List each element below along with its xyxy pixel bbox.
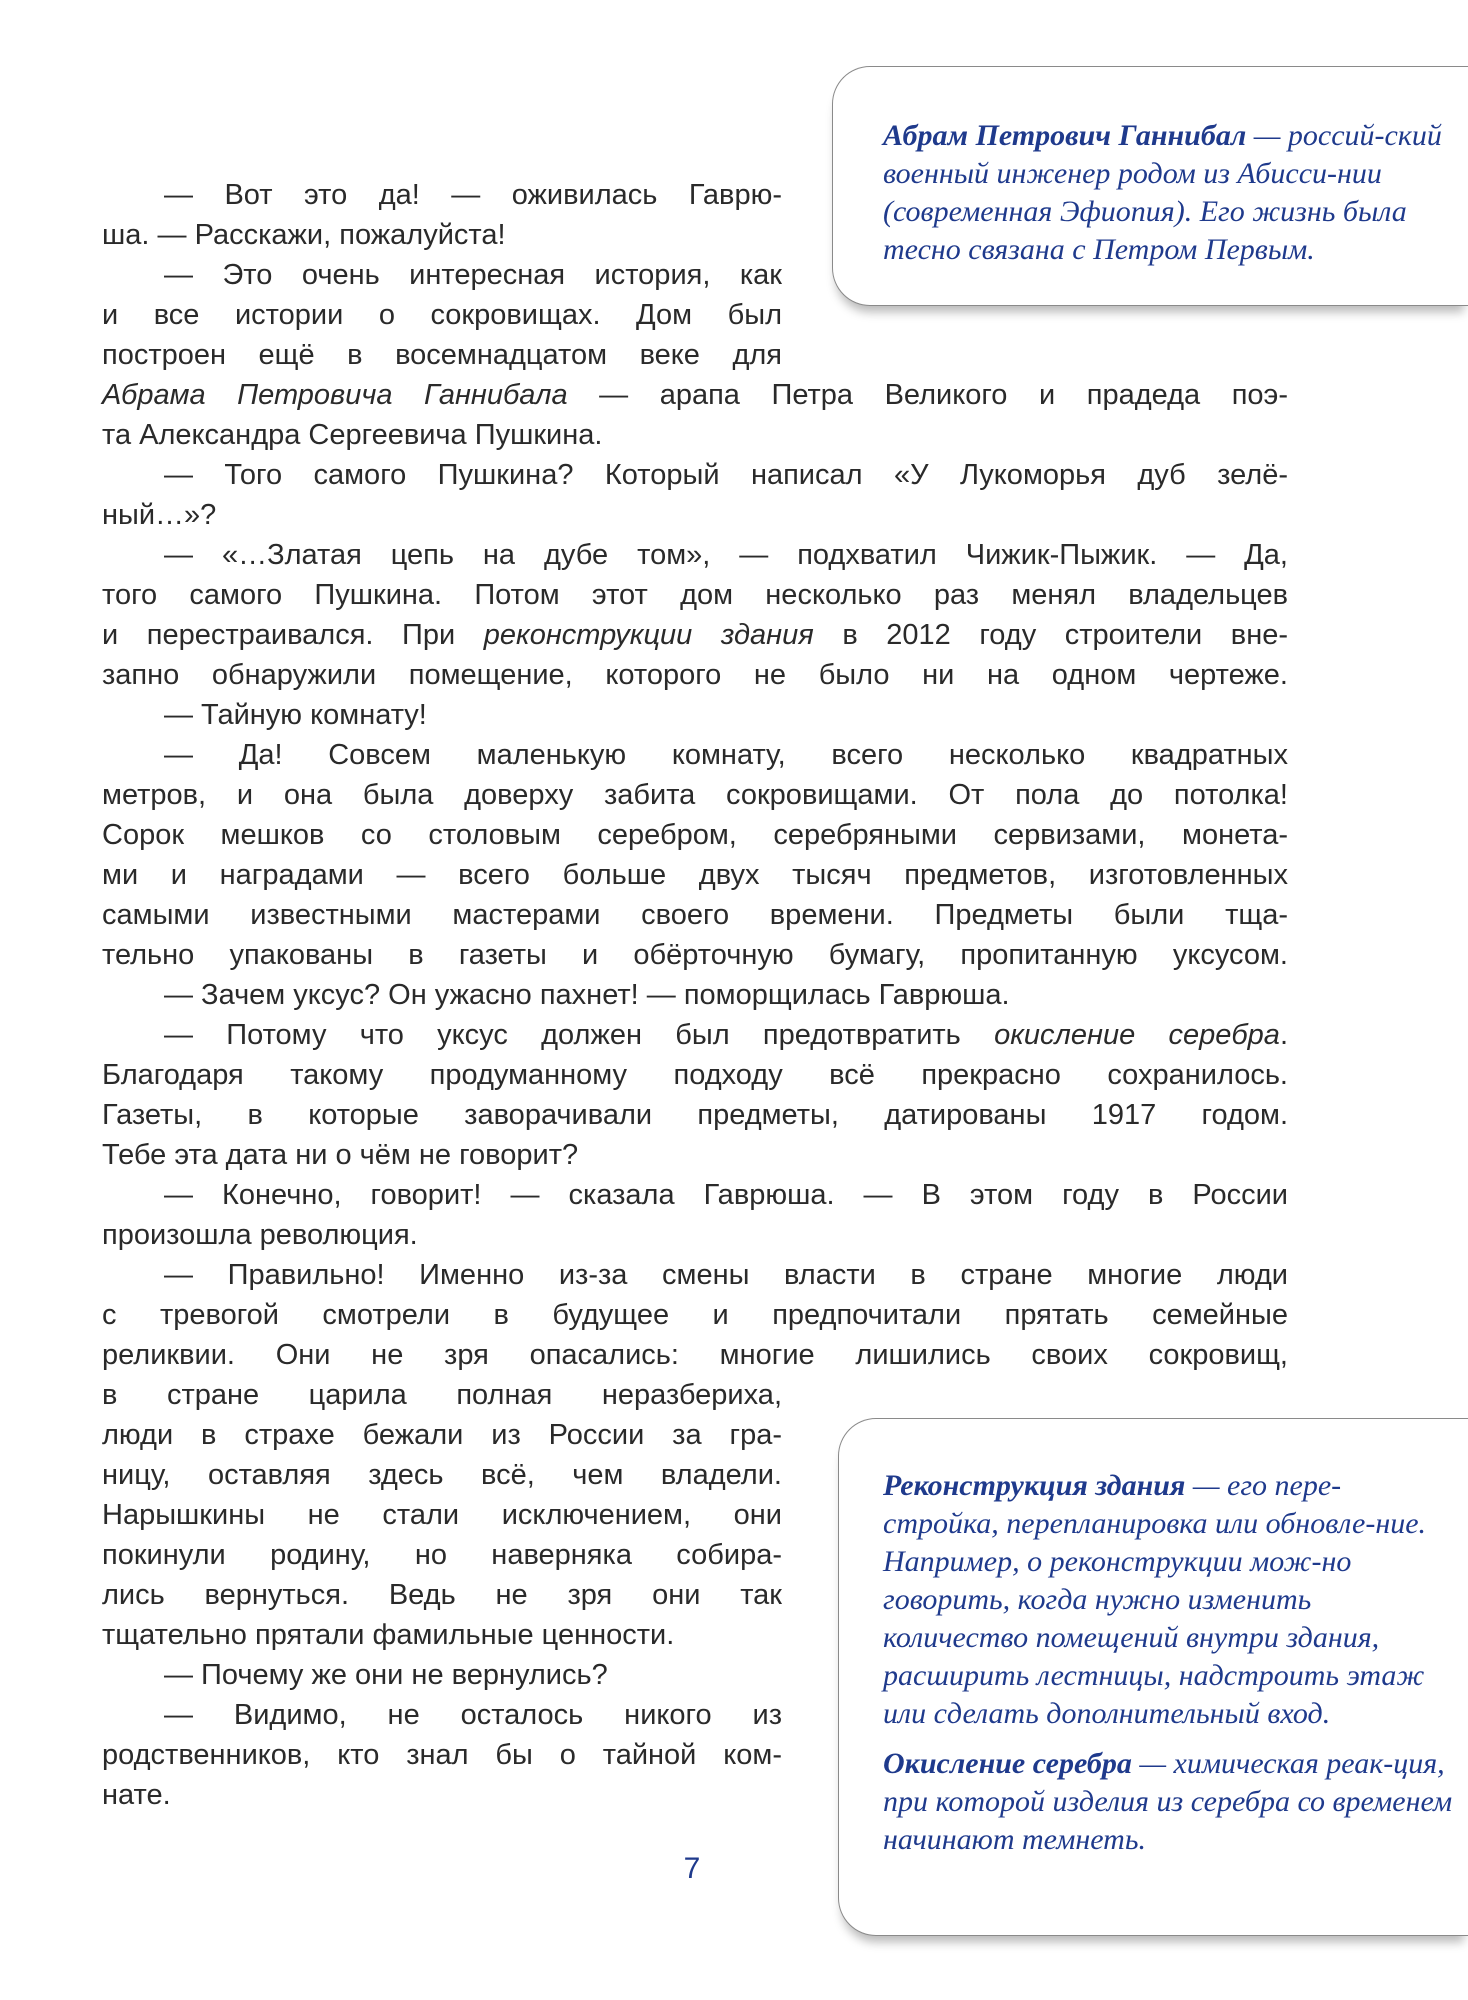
text-line [102, 1015, 1288, 1055]
glossary-term: Реконструкция здания [883, 1469, 1186, 1502]
text-line: — Правильно! Именно из-за смены власти в стране многие люди [164, 1259, 1288, 1291]
text-line: лись вернуться. Ведь не зря они так [102, 1579, 782, 1611]
text-line: люди в страхе бежали из России за гра- [102, 1419, 782, 1451]
glossary-definition: — химическая реак-ция, при которой изделия из серебра со временем начинают темнеть. [883, 1747, 1453, 1856]
text-line: та Александра Сергеевича Пушкина. [102, 419, 603, 451]
text-line: — Того самого Пушкина? Который написал «У Лукоморья дуб зелё- [164, 459, 1288, 491]
glossary-definition: — россий-ский военный инженер родом из Абисси-нии (современная Эфиопия). Его жизнь была тесно связана с Петром Первым. [883, 119, 1442, 266]
text-line: и все истории о сокровищах. Дом был [102, 299, 782, 331]
text-line: — Да! Совсем маленькую комнату, всего несколько квадратных [164, 739, 1288, 771]
glossary-entry-reconstruction [883, 1467, 1454, 1733]
text-span: и перестраивался. При [102, 619, 484, 651]
text-line: — Вот это да! — оживилась Гаврю- [164, 179, 782, 211]
text-line: — «…Златая цепь на дубе том», — подхватил Чижик-Пыжик. — Да, [164, 539, 1288, 571]
text-line: Нарышкины не стали исключением, они [102, 1499, 782, 1531]
text-span: . [1279, 1019, 1288, 1051]
text-line: Сорок мешков со столовым серебром, серебряными сервизами, монета- [102, 819, 1288, 851]
text-line: — Конечно, говорит! — сказала Гаврюша. — В этом году в России [164, 1179, 1288, 1211]
text-line [102, 615, 1288, 655]
text-line: в стране царила полная неразбериха, [102, 1379, 782, 1411]
text-line: запно обнаружили помещение, которого не было ни на одном чертеже. [102, 659, 1288, 691]
glossary-term: Абрам Петрович Ганнибал [883, 119, 1247, 152]
glossary-link-hannibal: Абрама Петровича Ганнибала [102, 379, 568, 411]
text-line: построен ещё в восемнадцатом веке для [102, 339, 782, 371]
glossary-entry-oxidation [883, 1745, 1454, 1859]
text-line: произошла революция. [102, 1219, 418, 1251]
glossary-definition: — его пере-стройка, перепланировка или обновле-ние. Например, о реконструкции мож-но говорить, когда нужно изменить количество помещений внутри здания, расширить лестницы, надстроить этаж или сделать дополнительный вход. [883, 1469, 1427, 1730]
text-line: с тревогой смотрели в будущее и предпочитали прятать семейные [102, 1299, 1288, 1331]
glossary-entry-hannibal [883, 117, 1454, 269]
text-span: — Потому что уксус должен был предотвратить [164, 1019, 995, 1051]
text-line: реликвии. Они не зря опасались: многие лишились своих сокровищ, [102, 1339, 1288, 1371]
text-line: нате. [102, 1779, 171, 1811]
page-number: 7 [683, 1852, 701, 1885]
text-line: родственников, кто знал бы о тайной ком- [102, 1739, 782, 1771]
text-span: — арапа Петра Великого и прадеда поэ- [567, 379, 1288, 411]
glossary-box-hannibal [832, 66, 1468, 306]
text-line: Благодаря такому продуманному подходу всё прекрасно сохранилось. [102, 1059, 1288, 1091]
glossary-link-reconstruction: реконструкции здания [483, 619, 814, 651]
text-line: — Зачем уксус? Он ужасно пахнет! — поморщилась Гаврюша. [164, 979, 1010, 1011]
text-line: того самого Пушкина. Потом этот дом несколько раз менял владельцев [102, 579, 1288, 611]
text-span: в 2012 году строители вне- [813, 619, 1288, 651]
text-line: самыми известными мастерами своего времени. Предметы были тща- [102, 899, 1288, 931]
text-line: ми и наградами — всего больше двух тысяч предметов, изготовленных [102, 859, 1288, 891]
text-line: тщательно прятали фамильные ценности. [102, 1619, 675, 1651]
text-line: Газеты, в которые заворачивали предметы, датированы 1917 годом. [102, 1099, 1288, 1131]
glossary-box-terms [838, 1418, 1468, 1936]
text-line: — Тайную комнату! [164, 699, 427, 731]
text-line: Тебе эта дата ни о чём не говорит? [102, 1139, 579, 1171]
text-line: ный…»? [102, 499, 217, 531]
text-line: — Почему же они не вернулись? [164, 1659, 608, 1691]
text-line: ша. — Расскажи, пожалуйста! [102, 219, 506, 251]
text-line: — Видимо, не осталось никого из [164, 1699, 782, 1731]
text-line: метров, и она была доверху забита сокровищами. От пола до потолка! [102, 779, 1288, 811]
glossary-link-oxidation: окисление серебра [994, 1019, 1280, 1051]
text-line: ницу, оставляя здесь всё, чем владели. [102, 1459, 782, 1491]
text-line: тельно упакованы в газеты и обёрточную бумагу, пропитанную уксусом. [102, 939, 1288, 971]
glossary-term: Окисление серебра [883, 1747, 1132, 1780]
text-line: покинули родину, но наверняка собира- [102, 1539, 782, 1571]
text-line [102, 375, 1288, 415]
text-line: — Это очень интересная история, как [164, 259, 782, 291]
